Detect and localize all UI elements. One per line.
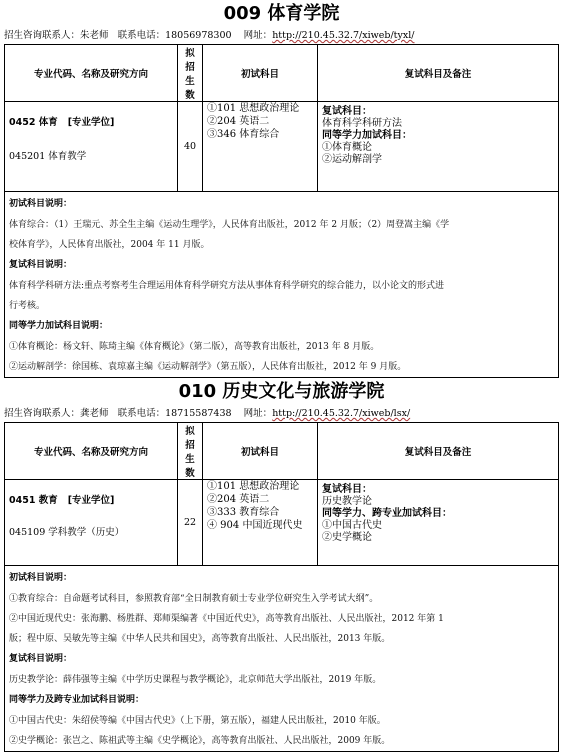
contact-person: 招生咨询联系人：朱老师 — [4, 30, 109, 41]
notes-heading: 同等学力加试科目说明： — [9, 321, 109, 331]
program-cell — [5, 480, 178, 566]
column-header: 拟招生数 — [178, 45, 203, 102]
notes-text: ①教育综合：自命题考试科目，参照教育部“全日制教育硕士专业学位研究生入学考试大纲”。 — [9, 594, 379, 604]
initial-subjects-cell — [203, 102, 318, 192]
table-header-row — [5, 423, 559, 480]
extra-test-subject: ②运动解剖学 — [322, 154, 382, 165]
column-header: 复试科目及备注 — [318, 45, 559, 102]
program-type: [专业学位] — [67, 117, 115, 128]
notes-text: 版；程中原、吴敏先等主编《中华人民共和国史》，高等教育出版社、人民出版社，2013 年版。 — [9, 634, 391, 644]
website-link[interactable]: http://210.45.32.7/xiweb/lsx/ — [272, 408, 411, 419]
extra-test-subject: ①体育概论 — [322, 142, 372, 153]
retest-heading: 复试科目： — [322, 484, 372, 495]
notes-text: 行考核。 — [9, 301, 46, 311]
program-type: [专业学位] — [67, 495, 115, 506]
department-title: 010 历史文化与旅游学院 — [178, 381, 385, 402]
retest-cell — [318, 480, 559, 566]
extra-test-subject: ①中国古代史 — [322, 520, 382, 531]
notes-heading: 复试科目说明： — [9, 654, 73, 664]
column-header: 初试科目 — [203, 45, 318, 102]
website-label: 网址： — [243, 408, 273, 419]
program-code-text: 0451 教育 — [9, 495, 58, 506]
notes-heading: 初试科目说明： — [9, 573, 73, 583]
retest-subject: 体育科学科研方法 — [322, 118, 402, 129]
initial-subjects-cell — [203, 480, 318, 566]
extra-test-subject: ②史学概论 — [322, 532, 372, 543]
column-header: 专业代码、名称及研究方向 — [5, 423, 178, 480]
notes-text: 校体育学》，人民体育出版社，2004 年 11 月版。 — [9, 240, 210, 250]
table-header-row — [5, 45, 559, 102]
notes-heading: 复试科目说明： — [9, 260, 73, 270]
extra-test-heading: 同等学力加试科目： — [322, 130, 412, 141]
program-table — [4, 422, 559, 566]
column-header: 初试科目 — [203, 423, 318, 480]
column-header: 拟招生数 — [178, 423, 203, 480]
quota-value: 40 — [178, 102, 203, 192]
contact-phone: 联系电话：18056978300 — [117, 30, 232, 41]
notes-text: ②史学概论：张岂之、陈祖武等主编《史学概论》，高等教育出版社、人民出版社，2009 年版。 — [9, 736, 391, 746]
initial-subject: ①101 思想政治理论 — [207, 103, 300, 114]
notes-block — [4, 566, 559, 752]
program-code-text: 0452 体育 — [9, 117, 58, 128]
contact-line — [0, 406, 563, 422]
notes-text: 体育科学科研方法:重点考察考生合理运用体育科学研究方法从事体育科学研究的综合能力，以小论文的形式进 — [9, 281, 445, 291]
website-label: 网址： — [243, 30, 273, 41]
contact-phone: 联系电话：18715587438 — [117, 408, 232, 419]
research-direction: 045109 学科教学（历史） — [9, 527, 125, 538]
program-code — [9, 114, 173, 128]
website-link[interactable]: http://210.45.32.7/xiweb/tyxl/ — [272, 30, 415, 41]
notes-block — [4, 192, 559, 378]
notes-text: ②运动解剖学：徐国栋、袁琼嘉主编《运动解剖学》（第五版），人民体育出版社，2012 年 9 月版。 — [9, 362, 407, 372]
notes-heading: 初试科目说明： — [9, 199, 73, 209]
initial-subject: ①101 思想政治理论 — [207, 481, 300, 492]
retest-subject: 历史教学论 — [322, 496, 372, 507]
column-header: 复试科目及备注 — [318, 423, 559, 480]
department-title: 009 体育学院 — [223, 3, 340, 24]
notes-text: 体育综合：（1）王瑞元、苏全生主编《运动生理学》，人民体育出版社，2012 年 2 月版；（2）周登嵩主编《学 — [9, 220, 450, 230]
notes-text: ①中国古代史：朱绍侯等编《中国古代史》（上下册，第五版），福建人民出版社，2010 年版。 — [9, 716, 386, 726]
table-row — [5, 102, 559, 192]
contact-person: 招生咨询联系人：龚老师 — [4, 408, 109, 419]
initial-subject: ③333 教育综合 — [207, 507, 280, 518]
initial-subject: ③346 体育综合 — [207, 129, 280, 140]
quota-value: 22 — [178, 480, 203, 566]
extra-test-heading: 同等学力、跨专业加试科目： — [322, 508, 452, 519]
retest-cell — [318, 102, 559, 192]
program-cell — [5, 102, 178, 192]
notes-text: ①体育概论：杨文轩、陈琦主编《体育概论》（第二版），高等教育出版社，2013 年 8 月版。 — [9, 342, 380, 352]
research-direction: 045201 体育教学 — [9, 151, 87, 162]
program-table — [4, 44, 559, 192]
initial-subject: ②204 英语二 — [207, 494, 270, 505]
initial-subject: ②204 英语二 — [207, 116, 270, 127]
column-header: 专业代码、名称及研究方向 — [5, 45, 178, 102]
notes-text: 历史教学论：薛伟强等主编《中学历史课程与教学概论》，北京师范大学出版社，2019 年版。 — [9, 675, 382, 685]
notes-heading: 同等学力及跨专业加试科目说明： — [9, 695, 145, 705]
retest-heading: 复试科目： — [322, 106, 372, 117]
notes-text: ②中国近现代史：张海鹏、杨胜群、郑师渠编著《中国近代史》，高等教育出版社、人民出版社，2012 年第 1 — [9, 614, 444, 624]
contact-line — [0, 28, 563, 44]
program-code — [9, 492, 173, 506]
department-section — [0, 378, 563, 752]
initial-subject: ④ 904 中国近现代史 — [207, 520, 303, 531]
table-row — [5, 480, 559, 566]
